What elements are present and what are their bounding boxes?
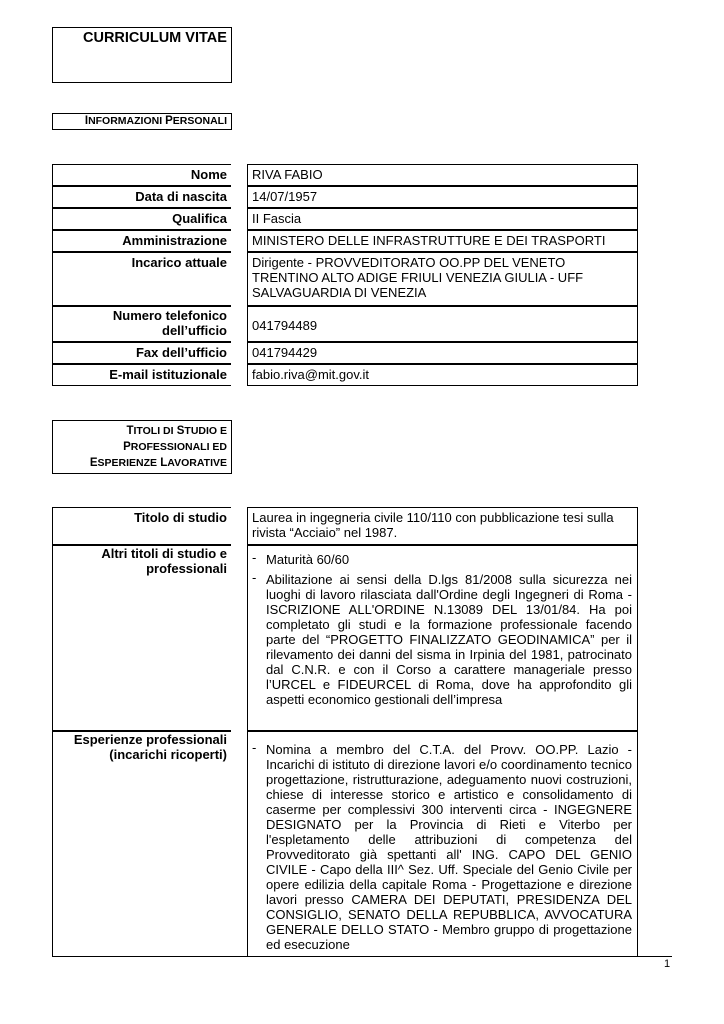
label-nome: Nome bbox=[52, 164, 231, 186]
value-email: fabio.riva@mit.gov.it bbox=[247, 364, 638, 386]
value-telefono: 041794489 bbox=[247, 306, 638, 342]
value-altri-titoli bbox=[247, 545, 638, 731]
label-altri-titoli: Altri titoli di studio e professionali bbox=[52, 545, 231, 731]
list-item: - Maturità 60/60 bbox=[252, 550, 350, 567]
label-amministrazione: Amministrazione bbox=[52, 230, 231, 252]
footer-divider bbox=[52, 956, 672, 957]
document-title: CURRICULUM VITAE bbox=[83, 30, 227, 46]
label-telefono: Numero telefonico dell’ufficio bbox=[52, 306, 231, 342]
value-esperienze bbox=[247, 731, 638, 956]
title-box bbox=[52, 27, 232, 83]
label-qualifica: Qualifica bbox=[52, 208, 231, 230]
label-data-nascita: Data di nascita bbox=[52, 186, 231, 208]
value-data-nascita: 14/07/1957 bbox=[247, 186, 638, 208]
list-item: - Nomina a membro del C.T.A. del Provv. OO.PP. Lazio - Incarichi di istituto di direzione lavori e/o coordinamento tecnico progettazione, ristrutturazione, adeguamento nuovi costruzioni, chiese di interesse storico e artistico e consolidamento di caserme per complessivi 300 interventi circa - INGEGNERE DESIGNATO per la Provincia di Rieti e Viterbo per l'espletamento delle attribuzioni di competenza del Provveditorato già spettanti all' ING. CAPO DEL GENIO CIVILE - Capo della III^ Sez. Uff. Speciale del Genio Civile per opere edilizia della capitale Roma - Progettazione e direzione lavori presso CAMERA DEI DEPUTATI, PRESIDENZA DEL CONSIGLIO, SENATO DELLA REPUBBLICA, AVVOCATURA GENERALE DELLO STATO - Membro gruppo di progettazione ed esecuzione bbox=[252, 740, 632, 952]
value-fax: 041794429 bbox=[247, 342, 638, 364]
value-qualifica: II Fascia bbox=[247, 208, 638, 230]
value-nome: RIVA FABIO bbox=[247, 164, 638, 186]
label-titolo-studio: Titolo di studio bbox=[52, 507, 231, 545]
value-amministrazione: MINISTERO DELLE INFRASTRUTTURE E DEI TRASPORTI bbox=[247, 230, 638, 252]
label-email: E-mail istituzionale bbox=[52, 364, 231, 386]
value-titolo-studio: Laurea in ingegneria civile 110/110 con pubblicazione tesi sulla rivista “Acciaio” nel 1987. bbox=[247, 507, 638, 545]
section-header-studies: TITOLI DI STUDIO E PROFESSIONALI ED ESPERIENZE LAVORATIVE bbox=[52, 420, 232, 474]
label-fax: Fax dell’ufficio bbox=[52, 342, 231, 364]
label-incarico: Incarico attuale bbox=[52, 252, 231, 306]
page-number: 1 bbox=[664, 958, 671, 970]
list-item: - Abilitazione ai sensi della D.lgs 81/2008 sulla sicurezza nei luoghi di lavoro rilasciata dall'Ordine degli Ingegneri di Roma - ISCRIZIONE ALL'ORDINE N.13089 DEL 13/01/84. Ha poi completato gli studi e la formazione professionale facendo parte del “PROGETTO FINALIZZATO GEODINAMICA” per il rilevamento dei danni del sisma in Irpinia del 1981, patrocinato dal C.N.R. e con il Corso a carattere manageriale presso l’URCEL e FIDEURCEL di Roma, dove ha approfondito gli aspetti economico gestionali dell’impresa bbox=[252, 570, 632, 707]
section-header-personal: INFORMAZIONI PERSONALI bbox=[52, 113, 232, 130]
label-esperienze: Esperienze professionali (incarichi ricoperti) bbox=[52, 731, 231, 956]
value-incarico: Dirigente - PROVVEDITORATO OO.PP DEL VENETO TRENTINO ALTO ADIGE FRIULI VENEZIA GIULIA - UFF SALVAGUARDIA DI VENEZIA bbox=[247, 252, 638, 306]
